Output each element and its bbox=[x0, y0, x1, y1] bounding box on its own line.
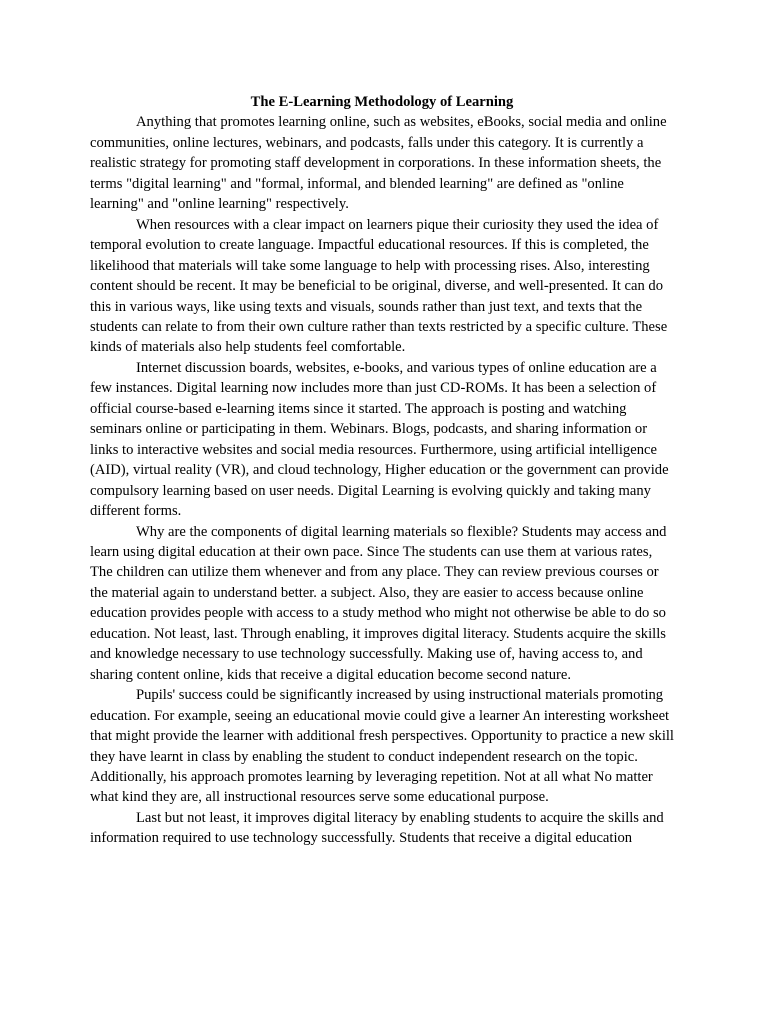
paragraph: Pupils' success could be significantly increased by using instructional materials promoting education. For example, seeing an educational movie could give a learner An interesting worksheet that might provide the learner with additional fresh perspectives. Opportunity to practice a new skill they have learnt in class by enabling the student to conduct independent research on the topic. Additionally, his approach promotes learning by leveraging repetition. Not at all what No matter what kind they are, all instructional resources serve some educational purpose. bbox=[90, 687, 674, 806]
document-body bbox=[90, 92, 674, 849]
document-title: The E-Learning Methodology of Learning bbox=[250, 94, 514, 110]
paragraph: Internet discussion boards, websites, e-books, and various types of online education are a few instances. Digital learning now includes more than just CD-ROMs. It has been a selection of official course-based e-learning items since it started. The approach is posting and watching seminars online or participating in them. Webinars. Blogs, podcasts, and sharing information or links to interactive websites and social media resources. Furthermore, using artificial intelligence (AID), virtual reality (VR), and cloud technology, Higher education or the government can provide compulsory learning based on user needs. Digital Learning is evolving quickly and taking many different forms. bbox=[90, 359, 669, 520]
paragraph: Anything that promotes learning online, such as websites, eBooks, social media and online communities, online lectures, webinars, and podcasts, falls under this category. It is currently a realistic strategy for promoting staff development in corporations. In these information sheets, the terms "digital learning" and "formal, informal, and blended learning" are defined as "online learning" and "online learning" respectively. bbox=[90, 114, 667, 213]
paragraph: Last but not least, it improves digital literacy by enabling students to acquire the skills and information required to use technology successfully. Students that receive a digital education bbox=[90, 809, 664, 847]
paragraph: When resources with a clear impact on learners pique their curiosity they used the idea of temporal evolution to create language. Impactful educational resources. If this is completed, the likelihood that materials will take some language to help with processing rises. Also, interesting content should be recent. It may be beneficial to be original, diverse, and well-presented. It can do this in various ways, like using texts and visuals, sounds rather than just text, and texts that the students can relate to from their own culture rather than texts restricted by a specific culture. These kinds of materials also help students feel comfortable. bbox=[90, 216, 668, 356]
paragraph: Why are the components of digital learning materials so flexible? Students may access and learn using digital education at their own pace. Since The students can use them at various rates, The children can utilize them whenever and from any place. They can review previous courses or the material again to understand better. a subject. Also, they are easier to access because online education provides people with access to a study method who might not otherwise be able to do so education. Not least, last. Through enabling, it improves digital literacy. Students acquire the skills and knowledge necessary to use technology successfully. Making use of, having access to, and sharing content online, kids that receive a digital education become second nature. bbox=[90, 523, 667, 683]
